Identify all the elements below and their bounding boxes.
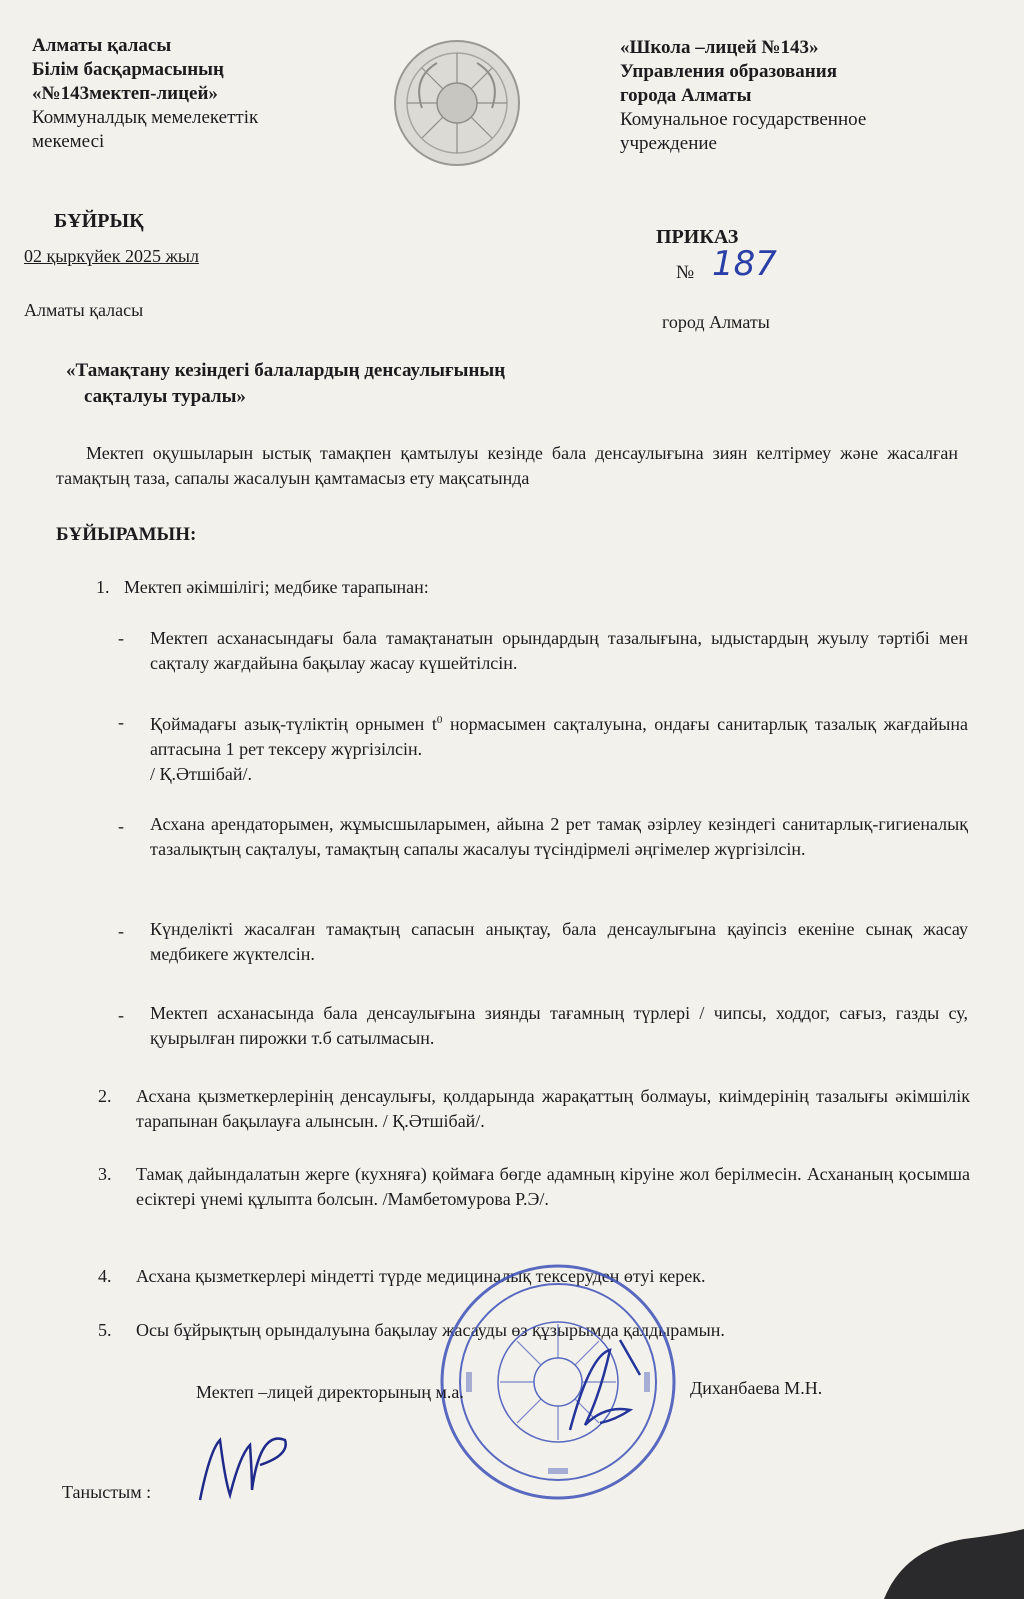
subject (66, 358, 505, 410)
header-right-line4: Комунальное государственное (620, 109, 867, 130)
intro-paragraph: Мектеп оқушыларын ыстық тамақпен қамтылуы кезінде бала денсаулығына зиян келтірмеу және жасалған тамақтың таза, сапалы жасалуын қамтамасыз ету мақсатында (56, 443, 958, 488)
item2-number: 2. (98, 1086, 112, 1106)
city-kz: Алматы қаласы (24, 300, 144, 320)
sub2-dash: - (118, 712, 124, 732)
sub2-text (150, 708, 968, 787)
sub2-responsible: / Қ.Әтшібай/. (150, 764, 253, 784)
sub5-dash: - (118, 1005, 124, 1025)
header-left-line5: мекемесі (32, 131, 105, 152)
header-left-line1: Алматы қаласы (32, 35, 172, 56)
order-date: 02 қыркүйек 2025 жыл (24, 246, 199, 266)
order-number-label: № (676, 262, 695, 283)
sub2-part-a: Қоймадағы азық-түліктің орнымен t (150, 714, 437, 734)
sub3-text: Асхана арендаторымен, жұмысшыларымен, айына 2 рет тамақ әзірлеу кезіндегі санитарлық-гигиеналық тазалықтың сақталуы, тамақтың сапалы жасалуы түсіндірмелі әңгімелер жүргізілсін. (150, 814, 968, 859)
order-title-kz: БҰЙРЫҚ (54, 210, 144, 232)
item3-number: 3. (98, 1164, 112, 1184)
director-signature-icon (560, 1335, 650, 1445)
acquainted-signature-icon (190, 1420, 300, 1510)
header-left-line3: «№143мектеп-лицей» (32, 83, 218, 104)
background-fabric (844, 1519, 1024, 1599)
director-label: Мектеп –лицей директорының м.а. (196, 1382, 464, 1402)
sub4-text: Күнделікті жасалған тамақтың сапасын анықтау, бала денсаулығына қауіпсіз екеніне сынақ жасау медбикеге жүктелсін. (150, 919, 968, 964)
header-right-line3: города Алматы (620, 85, 752, 106)
sub1-dash: - (118, 628, 124, 648)
item5-number: 5. (98, 1320, 112, 1340)
header-left-line4: Коммуналдық мемелекеттік (32, 107, 259, 128)
item2-text: Асхана қызметкерлерінің денсаулығы, қолдарында жарақаттың болмауы, киімдерінің тазалығы әкімшілік тарапынан бақылауға алынсын. / Қ.Әтшібай/. (136, 1086, 970, 1131)
item3-text: Тамақ дайындалатын жерге (кухняға) қоймаға бөгде адамның кіруіне жол берілмесін. Асхананың қосымша есіктері үнемі құлыпта болсын. /Мамбетомурова Р.Э/. (136, 1164, 970, 1209)
acquainted-label: Таныстым : (62, 1482, 152, 1502)
sub4-dash: - (118, 921, 124, 941)
city-ru: город Алматы (662, 312, 770, 332)
sub2-part-b: нормасымен сақталуына, ондағы санитарлық тазалық жағдайына аптасына 1 рет тексеру жүргізілсін. (150, 714, 968, 759)
item1-text: Мектеп әкімшілігі; медбике тарапынан: (124, 577, 429, 597)
header-right-line1: «Школа –лицей №143» (620, 37, 819, 58)
subject-line2: сақталуы туралы» (84, 386, 246, 407)
header-right-line5: учреждение (620, 133, 717, 154)
item4-text: Асхана қызметкерлері міндетті түрде медициналық тексеруден өтуі керек. (136, 1266, 706, 1286)
order-number: 187 (712, 244, 777, 284)
subject-line1: «Тамақтану кезіндегі балалардың денсаулығының (66, 360, 506, 381)
sub2-sup: 0 (436, 714, 443, 726)
sub5-text: Мектеп асханасында бала денсаулығына зиянды тағамның түрлері / чипсы, ходдог, сағыз, газды су, қуырылған пирожки т.б сатылмасын. (150, 1003, 968, 1048)
header-right (620, 36, 1010, 156)
header-left-line2: Білім басқармасының (32, 59, 224, 80)
item5-text: Осы бұйрықтың орындалуына бақылау жасауды өз құзырымда қалдырамын. (136, 1320, 725, 1340)
decree-heading: БҰЙЫРАМЫН: (56, 524, 197, 545)
item4-number: 4. (98, 1266, 112, 1286)
sub3-dash: - (118, 816, 124, 836)
item1-number: 1. (96, 577, 110, 597)
order-title-ru: ПРИКАЗ (656, 226, 739, 248)
header-left (32, 34, 372, 154)
sub1-text: Мектеп асханасындағы бала тамақтанатын орындардың тазалығына, ыдыстардың жуылу тәртібі мен сақталу жағдайына бақылау жасау күшейтілсін. (150, 628, 968, 673)
header-right-line2: Управления образования (620, 61, 837, 82)
state-emblem-icon (392, 38, 522, 168)
director-name: Диханбаева М.Н. (690, 1378, 823, 1398)
